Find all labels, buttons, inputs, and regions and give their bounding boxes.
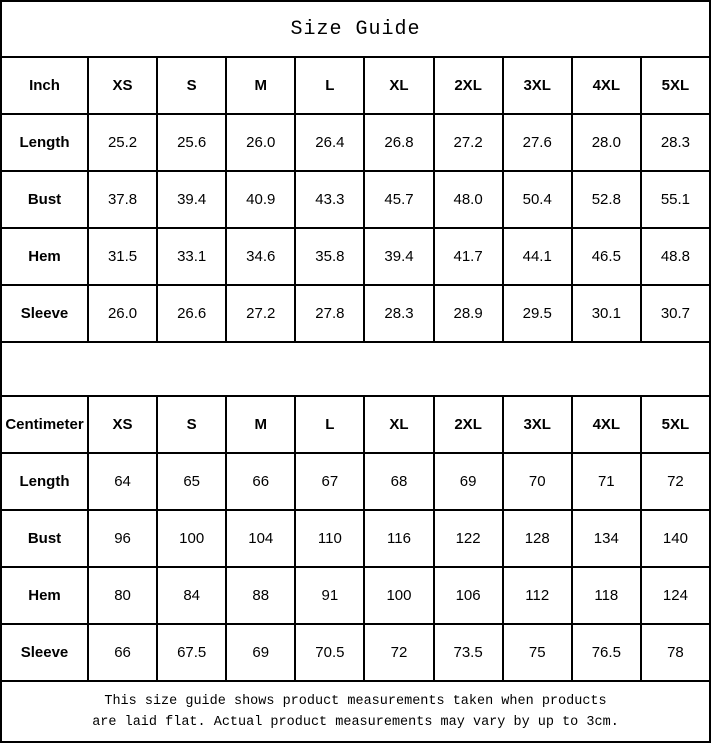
cm-bust-value: 128 xyxy=(504,511,571,566)
inch-bust-value: 48.0 xyxy=(435,172,502,227)
inch-size-header-l: L xyxy=(296,58,363,113)
cm-size-header-2xl: 2XL xyxy=(435,397,502,452)
cm-sleeve-label: Sleeve xyxy=(2,625,87,680)
inch-size-header-5xl: 5XL xyxy=(642,58,709,113)
cm-sleeve-value: 70.5 xyxy=(296,625,363,680)
cm-size-header-xs: XS xyxy=(89,397,156,452)
cm-size-header-l: L xyxy=(296,397,363,452)
inch-sleeve-value: 27.2 xyxy=(227,286,294,341)
inch-length-label: Length xyxy=(2,115,87,170)
cm-length-label: Length xyxy=(2,454,87,509)
cm-hem-value: 124 xyxy=(642,568,709,623)
inch-hem-value: 46.5 xyxy=(573,229,640,284)
inch-bust-value: 50.4 xyxy=(504,172,571,227)
footer-note-line1: This size guide shows product measurements taken when products xyxy=(104,693,607,709)
cm-bust-value: 122 xyxy=(435,511,502,566)
cm-bust-value: 100 xyxy=(158,511,225,566)
inch-sleeve-value: 30.1 xyxy=(573,286,640,341)
cm-bust-value: 110 xyxy=(296,511,363,566)
inch-length-value: 26.8 xyxy=(365,115,432,170)
inch-hem-label: Hem xyxy=(2,229,87,284)
cm-length-value: 71 xyxy=(573,454,640,509)
inch-length-value: 28.3 xyxy=(642,115,709,170)
inch-sleeve-value: 30.7 xyxy=(642,286,709,341)
cm-sleeve-value: 72 xyxy=(365,625,432,680)
inch-size-header-m: M xyxy=(227,58,294,113)
cm-bust-value: 140 xyxy=(642,511,709,566)
cm-bust-value: 104 xyxy=(227,511,294,566)
inch-hem-value: 44.1 xyxy=(504,229,571,284)
cm-sleeve-value: 67.5 xyxy=(158,625,225,680)
inch-sleeve-value: 28.9 xyxy=(435,286,502,341)
inch-hem-value: 41.7 xyxy=(435,229,502,284)
cm-size-header-5xl: 5XL xyxy=(642,397,709,452)
page-title: Size Guide xyxy=(2,2,709,56)
inch-size-header-s: S xyxy=(158,58,225,113)
inch-length-value: 27.2 xyxy=(435,115,502,170)
cm-length-value: 68 xyxy=(365,454,432,509)
cm-hem-value: 88 xyxy=(227,568,294,623)
inch-sleeve-value: 26.0 xyxy=(89,286,156,341)
cm-size-header-m: M xyxy=(227,397,294,452)
inch-hem-value: 34.6 xyxy=(227,229,294,284)
cm-hem-value: 91 xyxy=(296,568,363,623)
cm-length-value: 65 xyxy=(158,454,225,509)
inch-hem-value: 48.8 xyxy=(642,229,709,284)
inch-size-header-4xl: 4XL xyxy=(573,58,640,113)
inch-size-header-xl: XL xyxy=(365,58,432,113)
cm-sleeve-value: 69 xyxy=(227,625,294,680)
inch-bust-value: 43.3 xyxy=(296,172,363,227)
inch-unit-header: Inch xyxy=(2,58,87,113)
cm-hem-value: 112 xyxy=(504,568,571,623)
inch-length-value: 25.2 xyxy=(89,115,156,170)
inch-bust-value: 52.8 xyxy=(573,172,640,227)
inch-size-header-2xl: 2XL xyxy=(435,58,502,113)
inch-length-value: 26.4 xyxy=(296,115,363,170)
inch-size-header-xs: XS xyxy=(89,58,156,113)
cm-length-value: 64 xyxy=(89,454,156,509)
inch-length-value: 25.6 xyxy=(158,115,225,170)
cm-bust-value: 96 xyxy=(89,511,156,566)
cm-sleeve-value: 75 xyxy=(504,625,571,680)
cm-size-header-xl: XL xyxy=(365,397,432,452)
inch-length-value: 28.0 xyxy=(573,115,640,170)
cm-bust-value: 116 xyxy=(365,511,432,566)
cm-length-value: 69 xyxy=(435,454,502,509)
cm-hem-value: 100 xyxy=(365,568,432,623)
cm-size-header-s: S xyxy=(158,397,225,452)
cm-hem-value: 106 xyxy=(435,568,502,623)
cm-size-header-3xl: 3XL xyxy=(504,397,571,452)
cm-length-value: 67 xyxy=(296,454,363,509)
cm-sleeve-value: 66 xyxy=(89,625,156,680)
cm-hem-value: 80 xyxy=(89,568,156,623)
inch-hem-value: 39.4 xyxy=(365,229,432,284)
cm-bust-value: 134 xyxy=(573,511,640,566)
inch-bust-label: Bust xyxy=(2,172,87,227)
inch-sleeve-value: 26.6 xyxy=(158,286,225,341)
inch-sleeve-label: Sleeve xyxy=(2,286,87,341)
cm-size-header-4xl: 4XL xyxy=(573,397,640,452)
inch-bust-value: 45.7 xyxy=(365,172,432,227)
inch-size-header-3xl: 3XL xyxy=(504,58,571,113)
cm-bust-label: Bust xyxy=(2,511,87,566)
cm-sleeve-value: 73.5 xyxy=(435,625,502,680)
cm-hem-label: Hem xyxy=(2,568,87,623)
footer-note xyxy=(2,682,709,741)
inch-sleeve-value: 29.5 xyxy=(504,286,571,341)
cm-length-value: 66 xyxy=(227,454,294,509)
inch-hem-value: 33.1 xyxy=(158,229,225,284)
cm-length-value: 70 xyxy=(504,454,571,509)
spacer-row xyxy=(2,343,709,395)
inch-bust-value: 37.8 xyxy=(89,172,156,227)
cm-sleeve-value: 78 xyxy=(642,625,709,680)
inch-hem-value: 31.5 xyxy=(89,229,156,284)
inch-length-value: 27.6 xyxy=(504,115,571,170)
footer-note-line2: are laid flat. Actual product measurements may vary by up to 3cm. xyxy=(92,714,619,730)
cm-length-value: 72 xyxy=(642,454,709,509)
inch-bust-value: 39.4 xyxy=(158,172,225,227)
inch-hem-value: 35.8 xyxy=(296,229,363,284)
inch-sleeve-value: 28.3 xyxy=(365,286,432,341)
inch-sleeve-value: 27.8 xyxy=(296,286,363,341)
inch-bust-value: 40.9 xyxy=(227,172,294,227)
cm-hem-value: 84 xyxy=(158,568,225,623)
inch-bust-value: 55.1 xyxy=(642,172,709,227)
inch-length-value: 26.0 xyxy=(227,115,294,170)
cm-unit-header: Centimeter xyxy=(2,397,87,452)
cm-hem-value: 118 xyxy=(573,568,640,623)
cm-sleeve-value: 76.5 xyxy=(573,625,640,680)
